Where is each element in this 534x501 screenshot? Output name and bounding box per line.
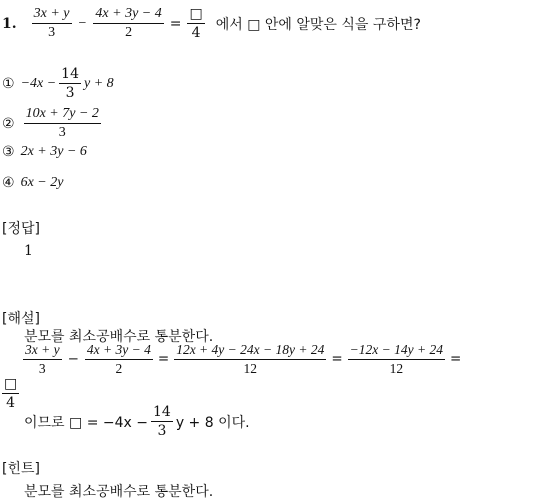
answer-value: 1 xyxy=(24,243,33,259)
question-fraction-3: $\frac{□}{4}$ xyxy=(189,6,203,42)
explanation-label: [해설] xyxy=(2,311,40,327)
choice-1-marker: ① xyxy=(2,75,15,92)
question-number: 1. xyxy=(2,15,17,32)
question-fraction-1: $\frac{3x + y}{3}$ xyxy=(33,6,70,41)
explanation-fraction-4: $\frac{-12x - 14y + 24}{12}$ xyxy=(349,342,443,376)
explanation-fraction-1: $\frac{3x + y}{3}$ xyxy=(25,342,60,376)
answer-label: [정답] xyxy=(2,221,40,237)
explanation-conclusion: 이므로 □ = −4x − $\frac{14}{3}$ y + 8 이다. xyxy=(24,404,250,440)
question-line: 1. $\frac{3x + y}{3}$ − $\frac{4x + 3y - 4}{2}$ = $\frac{□}{4}$ 에서 □ 안에 알맞은 식을 구하면? xyxy=(2,6,421,42)
choice-4-marker: ④ xyxy=(2,175,15,191)
choice-2 xyxy=(2,106,104,141)
explanation-fraction-5: $\frac{□}{4}$ xyxy=(4,376,18,412)
explanation-equation: $\frac{3x + y}{3}$ − $\frac{4x + 3y - 4}{2}$ = $\frac{12x + 4y - 24x - 18y + 24}{12}$ = $\frac{-12x - 14y + 24}{12}$ = xyxy=(25,342,462,376)
hint-line-1: 분모를 최소공배수로 통분한다. xyxy=(24,484,214,500)
hint-label: [힌트] xyxy=(2,461,40,477)
choice-2-marker: ② xyxy=(2,115,15,132)
explanation-line-1: 분모를 최소공배수로 통분한다. xyxy=(24,329,214,345)
choice-3-marker: ③ xyxy=(2,144,15,160)
conclusion-fraction: $\frac{14}{3}$ xyxy=(152,404,171,440)
question-fraction-2: $\frac{4x + 3y - 4}{2}$ xyxy=(95,6,162,41)
choice-2-fraction: $\frac{10x + 7y - 2}{3}$ xyxy=(25,106,99,141)
explanation-fraction-3: $\frac{12x + 4y - 24x - 18y + 24}{12}$ xyxy=(176,342,325,376)
choice-1-fraction: $\frac{14}{3}$ xyxy=(61,66,79,102)
explanation-fraction-2: $\frac{4x + 3y - 4}{2}$ xyxy=(86,342,151,376)
choice-4: ④ 6x − 2y xyxy=(2,175,64,191)
question-text: 에서 □ 안에 알맞은 식을 구하면? xyxy=(215,16,421,33)
choice-1: ① −4x − $\frac{14}{3}$ y + 8 xyxy=(2,66,114,102)
choice-3: ③ 2x + 3y − 6 xyxy=(2,144,87,160)
